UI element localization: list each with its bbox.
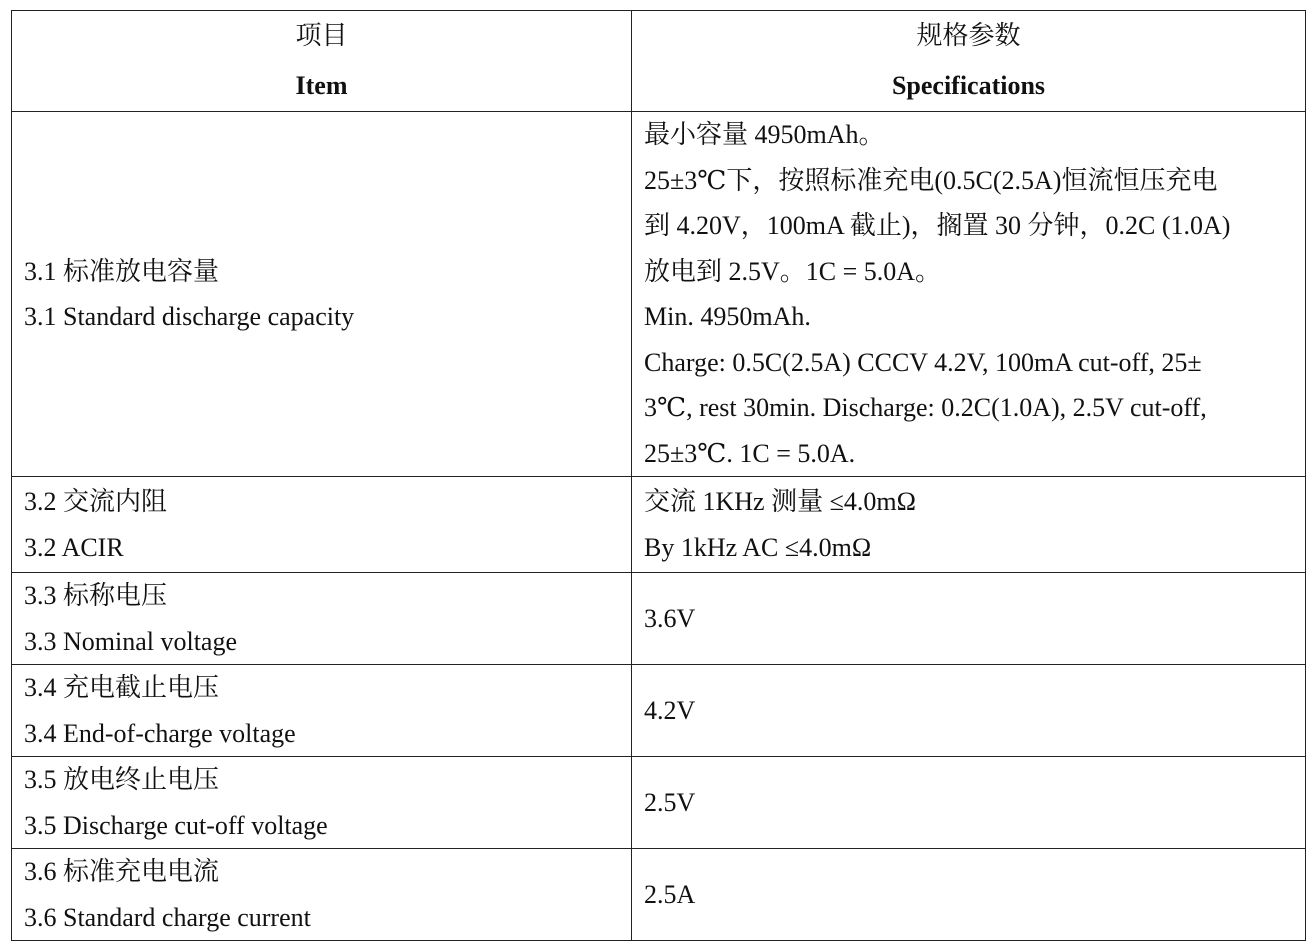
spec-line: 4.2V (644, 695, 696, 725)
spec-line: 2.5V (644, 787, 696, 817)
item-en: 3.2 ACIR (24, 532, 124, 562)
table-row (12, 665, 1306, 757)
table-row (12, 849, 1306, 941)
item-en: 3.1 Standard discharge capacity (24, 302, 355, 331)
spec-cell (632, 477, 1306, 573)
spec-table (11, 10, 1306, 941)
header-spec-en: Specifications (891, 71, 1046, 100)
spec-line: 交流 1KHz 测量 ≤4.0mΩ (644, 487, 916, 516)
item-cell (12, 573, 632, 665)
spec-line: 3℃, rest 30min. Discharge: 0.2C(1.0A), 2.5V cut-off, (644, 393, 1207, 422)
spec-line: 最小容量 4950mAh。 (644, 120, 885, 149)
header-item-en: Item (295, 71, 348, 100)
spec-cell (632, 757, 1306, 849)
header-item-zh: 项目 (295, 21, 348, 50)
spec-line: Charge: 0.5C(2.5A) CCCV 4.2V, 100mA cut-off, 25± (644, 347, 1202, 377)
spec-line: 2.5A (644, 879, 696, 909)
item-zh: 3.3 标称电压 (24, 581, 168, 610)
spec-cell (632, 665, 1306, 757)
item-en: 3.3 Nominal voltage (24, 626, 238, 656)
table-row (12, 112, 1306, 477)
item-zh: 3.6 标准充电电流 (24, 857, 220, 886)
spec-line: 放电到 2.5V。1C = 5.0A。 (644, 256, 942, 286)
table-row (12, 573, 1306, 665)
item-zh: 3.2 交流内阻 (24, 487, 168, 516)
spec-line: 25±3℃. 1C = 5.0A. (644, 438, 856, 468)
item-zh: 3.5 放电终止电压 (24, 765, 220, 794)
table-header-row (12, 11, 1306, 112)
header-spec (632, 11, 1306, 112)
table-row (12, 757, 1306, 849)
spec-line: 到 4.20V，100mA 截止)，搁置 30 分钟，0.2C (1.0A) (644, 211, 1231, 240)
spec-line: By 1kHz AC ≤4.0mΩ (644, 532, 872, 562)
item-cell (12, 477, 632, 573)
spec-line: 25±3℃下，按照标准充电(0.5C(2.5A)恒流恒压充电 (644, 165, 1218, 195)
item-cell (12, 112, 632, 477)
item-cell (12, 849, 632, 941)
item-cell (12, 757, 632, 849)
header-spec-zh: 规格参数 (916, 21, 1021, 50)
item-en: 3.5 Discharge cut-off voltage (24, 810, 328, 840)
spec-cell (632, 573, 1306, 665)
item-zh: 3.4 充电截止电压 (24, 673, 220, 702)
item-en: 3.4 End-of-charge voltage (24, 718, 296, 748)
spec-cell (632, 112, 1306, 477)
spec-line: Min. 4950mAh. (644, 302, 811, 331)
spec-line: 3.6V (644, 603, 696, 633)
header-item (12, 11, 632, 112)
item-cell (12, 665, 632, 757)
item-zh: 3.1 标准放电容量 (24, 256, 220, 286)
spec-cell (632, 849, 1306, 941)
table-row (12, 477, 1306, 573)
item-en: 3.6 Standard charge current (24, 902, 311, 932)
